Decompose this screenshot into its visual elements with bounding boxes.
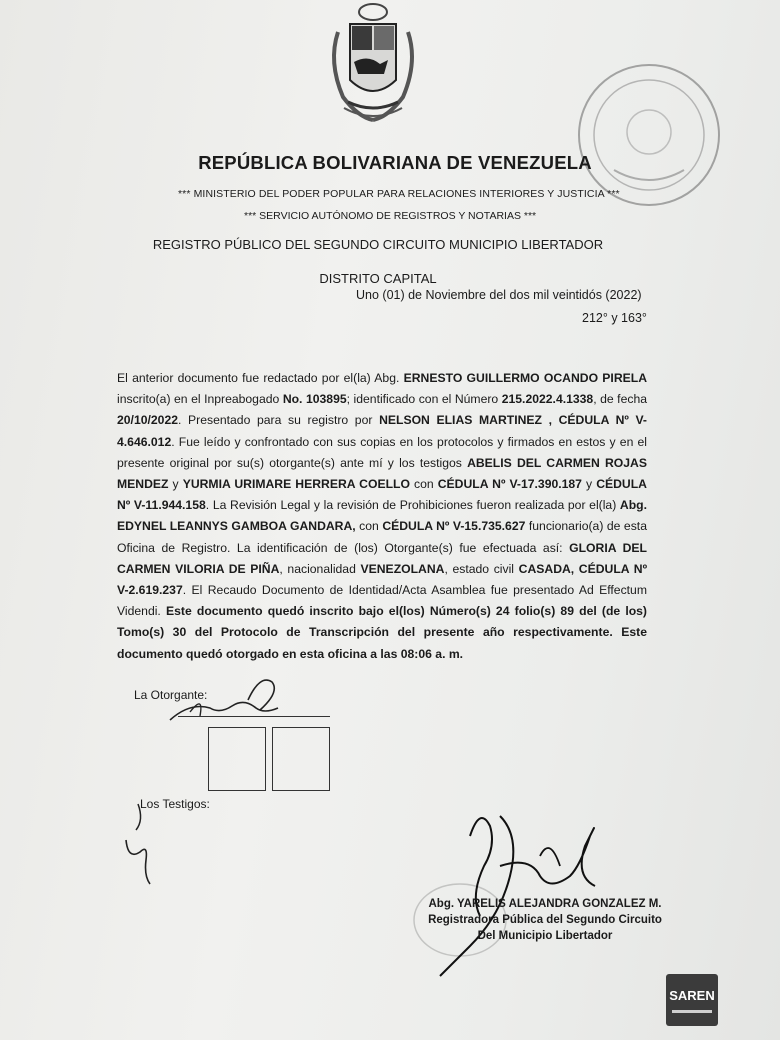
witness-signature-icon <box>118 800 162 890</box>
witnesses-label: Los Testigos: <box>140 797 210 811</box>
document-date: Uno (01) de Noviembre del dos mil veintidós (2022) <box>356 288 642 302</box>
registrar-title: Registradora Pública del Segundo Circuito <box>428 914 662 926</box>
registrar-office: Del Municipio Libertador <box>477 930 613 942</box>
fingerprint-box-right <box>272 727 330 791</box>
saren-logo-text: SAREN <box>669 988 715 1003</box>
service-line: *** SERVICIO AUTÓNOMO DE REGISTROS Y NOTARIAS *** <box>244 210 537 222</box>
fingerprint-box-left <box>208 727 266 791</box>
grantor-label: La Otorgante: <box>134 688 208 702</box>
ministry-line: *** MINISTERIO DEL PODER POPULAR PARA RELACIONES INTERIORES Y JUSTICIA *** <box>178 188 620 200</box>
registrar-signature-icon <box>430 796 620 986</box>
registrar-name: Abg. YARELIS ALEJANDRA GONZALEZ M. <box>428 898 662 910</box>
independence-years: 212° y 163° <box>582 311 647 325</box>
saren-logo <box>666 974 718 1026</box>
coat-of-arms-icon <box>318 2 428 130</box>
saren-logo-bar <box>672 1010 712 1013</box>
registrar-block <box>410 896 680 944</box>
grantor-signature-icon <box>160 672 290 728</box>
registry-name: REGISTRO PÚBLICO DEL SEGUNDO CIRCUITO MUNICIPIO LIBERTADOR DISTRITO CAPITAL <box>152 237 604 286</box>
republic-title: REPÚBLICA BOLIVARIANA DE VENEZUELA <box>198 152 592 173</box>
registration-note: El anterior documento fue redactado por el(la) Abg. ERNESTO GUILLERMO OCANDO PIRELA inscrito(a) en el Inpreabogado No. 103895; identificado con el Número 215.2022.4.1338, de fecha 20/10/2022. Presentado para su registro por NELSON ELIAS MARTINEZ , CÉDULA Nº V-4.646.012. Fue leído y confrontado con sus copias en los protocolos y firmados en estos y en el presente original por su(s) otorgante(s) ante mí y los testigos ABELIS DEL CARMEN ROJAS MENDEZ y YURMIA URIMARE HERRERA COELLO con CÉDULA Nº V-17.390.187 y CÉDULA Nº V-11.944.158. La Revisión Legal y la revisión de Prohibiciones fueron realizada por el(la) Abg. EDYNEL LEANNYS GAMBOA GANDARA, con CÉDULA Nº V-15.735.627 funcionario(a) de esta Oficina de Registro. La identificación de (los) Otorgante(s) fue efectuada así: GLORIA DEL CARMEN VILORIA DE PIÑA, nacionalidad VENEZOLANA, estado civil CASADA, CÉDULA Nº V-2.619.237. El Recaudo Documento de Identidad/Acta Asamblea fue presentado Ad Effectum Videndi. Este documento quedó inscrito bajo el(los) Número(s) 24 folio(s) 89 del (de los) Tomo(s) 30 del Protocolo de Transcripción del presente año respectivamente. Este documento quedó otorgado en esta oficina a las 08:06 a. m. <box>117 371 648 661</box>
